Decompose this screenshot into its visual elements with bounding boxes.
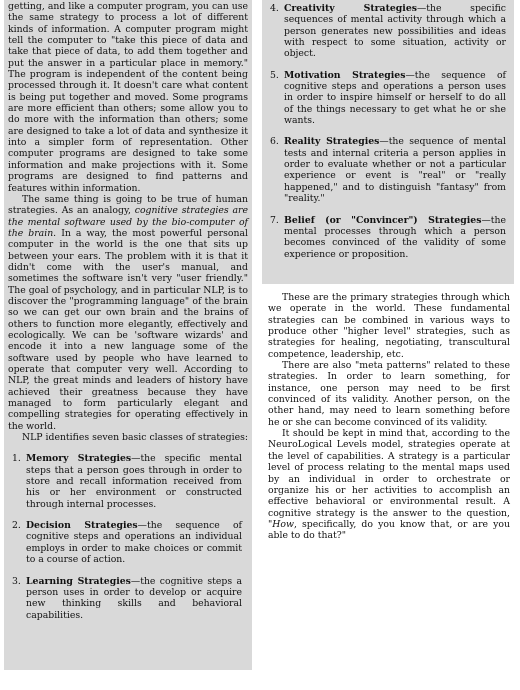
neurological-levels-paragraph [268,428,510,541]
strategy-description: —the sequence of cognitive steps and operations an individual employs in order to make choices or commit to a course of action. [26,520,242,566]
right-shaded-box [262,0,514,284]
strategy-term: Creativity Strategies [284,3,417,14]
para3-end: , specifically, do you know that, or are you able to do that?" [268,518,510,542]
strategy-description: —the sequence of cognitive steps and operations a person uses in order to inspire himself or herself to do all of the things necessary to get what he or she wants. [284,69,506,127]
item-number: 1. [12,453,21,465]
strategy-term: Reality Strategies [284,136,380,148]
strategy-term: Memory Strategies [26,453,132,465]
strategy-item [270,136,506,204]
strategy-term: Decision Strategies [26,520,138,532]
strategy-item [12,576,242,621]
analogy-start: The same thing is going to be true of human strategies. As an analogy, [8,193,248,217]
para3-start: It should be kept in mind that, according to the NeuroLogical Levels model, strategies operate at the level of capabilities. A strategy is a particular level of process relating to the mental maps used by an individual in order to orchestrate or organize his or her activities to accomplish an effective behavioral or environmental result. A cognitive strategy is the answer to the question, " [268,428,510,530]
strategy-item [270,3,506,60]
analogy-rest: In a way, the most powerful personal computer in the world is the one that sits up between your ears. The problem with it is that it didn't come with the user's manual, and sometimes the software isn't very "user friendly." The goal of psychology, and in particular NLP, is to discover the "programming language" of the brain so we can get our own brain and the brains of others to function more elegantly, effectively and ecologically. We can be 'software wizards' and encode it into a new language some of the software used by people who have learned to operate that computer very well. According to NLP, the great minds and leaders of history have achieved their greatness because they have managed to form particularly elegant and compelling strategies for operating effectively in the world. [8,227,248,432]
strategy-term: Belief (or "Convincer") Strategies [284,214,482,226]
strategy-term: Learning Strategies [26,575,131,587]
meta-patterns-paragraph: There are also "meta patterns" related to these strategies. In order to learn something, for instance, one person may need to be first convinced of its validity. Another person, on the other hand, may need to learn something before he or she can become convinced of its validity. [268,360,510,428]
strategy-list-left [8,453,248,620]
item-number: 7. [270,214,279,226]
strategy-description: —the sequence of mental tests and internal criteria a person applies in order to evaluate whether or not a particular experience or event is "real" or "really happened," and to distinguish "fantasy" from "reality." [284,136,506,205]
analogy-paragraph [8,194,248,432]
item-number: 4. [270,3,279,14]
strategy-item [270,70,506,127]
strategy-description: —the cognitive steps a person uses in order to develop or acquire new thinking skills and behavioral capabilities. [26,575,243,621]
left-column-shaded [4,0,252,670]
strategy-item [270,215,506,260]
strategy-term: Motivation Strategies [284,69,406,81]
item-number: 3. [12,575,21,587]
strategy-description: —the specific mental steps that a person goes through in order to store and recall information received from his or her environment or constructed through internal processes. [26,453,242,510]
para3-how: How [272,518,294,530]
strategy-list-right [270,3,506,260]
item-number: 6. [270,136,279,148]
right-body-text [262,284,514,542]
identifies-line: NLP identifies seven basic classes of strategies: [22,432,248,444]
strategy-description: —the mental processes through which a person becomes convinced of the validity of some experience or proposition. [284,214,506,260]
strategy-item [12,453,242,510]
strategy-item [12,520,242,565]
right-column [262,0,514,542]
intro-paragraph: getting, and like a computer program, you can use the same strategy to process a lot of different kinds of information. A computer program might tell the computer to "take this piece of data and take that piece of data, to add them together and put the answer in a particular place in memory." The program is independent of the content being processed through it. It doesn't care what content is being put together and moved. Some programs are more efficient than others; some allow you to do more with the information than others; some are designed to take a lot of data and synthesize it into a simpler form of representation. Other computer programs are designed to take some information and make projections with it. Some programs are designed to find patterns and features within information. [8,1,248,194]
analogy-italic: cognitive strategies are the mental software used by the bio-computer of the brain. [8,205,248,239]
strategy-description: —the specific sequences of mental activity through which a person generates new possibilities and ideas with respect to some situation, activity or object. [284,3,506,60]
item-number: 2. [12,520,21,532]
item-number: 5. [270,69,279,81]
primary-strategies-paragraph: These are the primary strategies through which we operate in the world. These fundamental strategies can be combined in various ways to produce other "higher level" strategies, such as strategies for healing, negotiating, transcultural competence, leadership, etc. [268,292,510,360]
